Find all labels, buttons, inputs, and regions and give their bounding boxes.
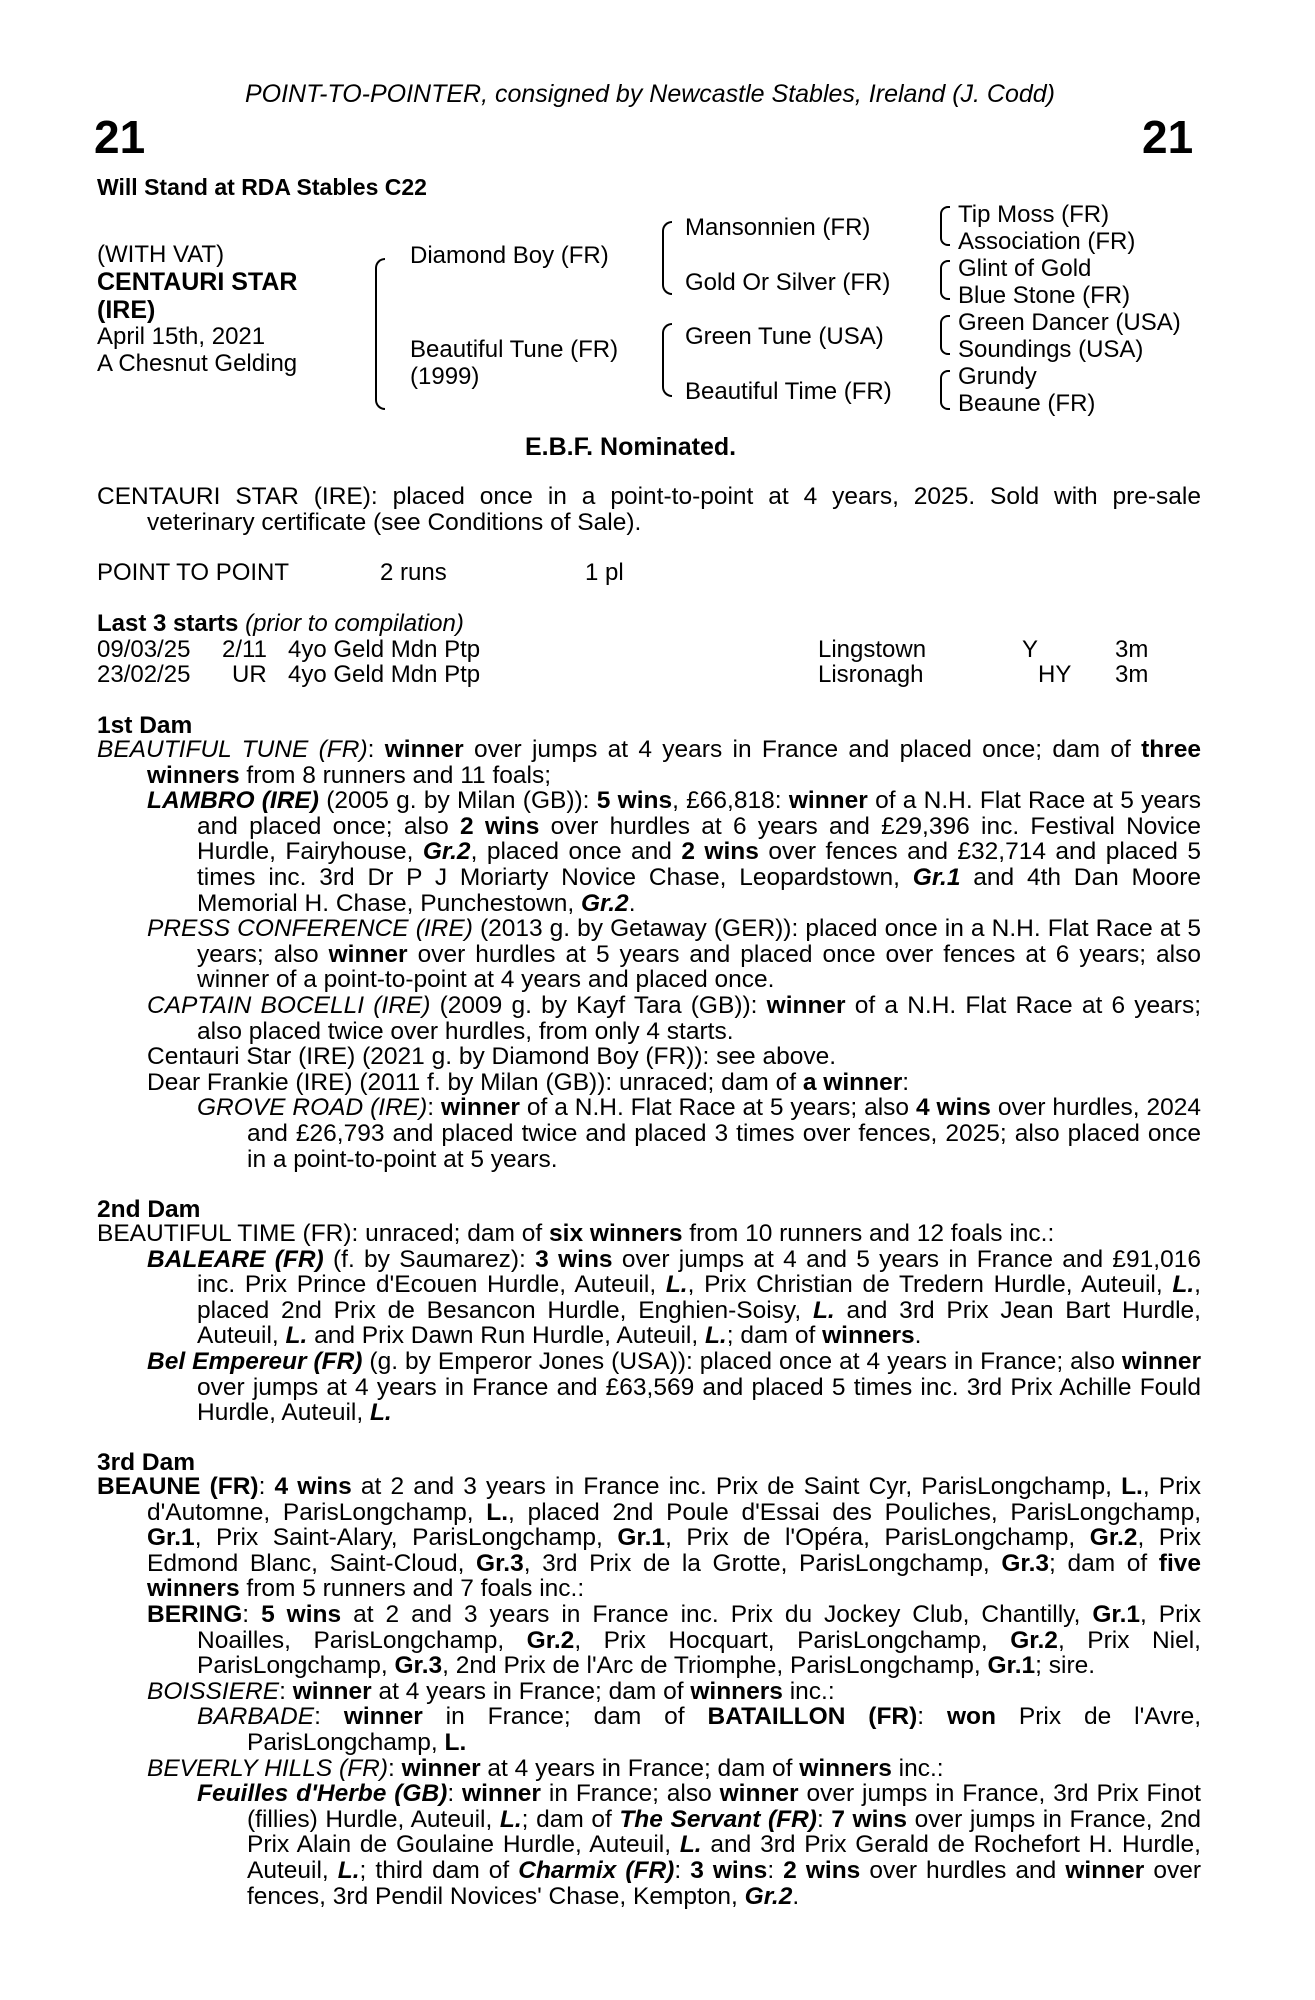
- text-run: .: [914, 1322, 922, 1350]
- text-run: , Prix de l'Opéra, ParisLongchamp,: [665, 1524, 1090, 1552]
- text-run: winner: [328, 940, 408, 968]
- text-run: BEAUTIFUL TIME (FR): unraced; dam of: [97, 1220, 550, 1247]
- pedigree-ss: Mansonnien (FR): [685, 214, 871, 241]
- pedigree-dsd: Soundings (USA): [958, 336, 1144, 363]
- start-row-pos: UR: [232, 661, 267, 688]
- horse-summary: CENTAURI STAR (IRE): placed once in a point-to-point at 4 years, 2025. Sold with pre-sale veterinary certificate (see Conditions of Sale).: [97, 483, 1201, 536]
- brace-gen2-dam: [662, 323, 672, 397]
- dam-name: BEAUNE (FR): [97, 1473, 259, 1500]
- text-run: :: [279, 1677, 293, 1705]
- text-run: :: [902, 1068, 910, 1096]
- text-run: winners: [690, 1677, 783, 1705]
- text-run: Gr.3: [394, 1652, 443, 1680]
- text-run: , Prix Noailles, ParisLongchamp,: [197, 1600, 1201, 1654]
- dam-entry: [97, 1474, 1201, 1602]
- produce-name: LAMBRO (IRE): [147, 787, 319, 815]
- pedigree-sire: Diamond Boy (FR): [410, 242, 609, 269]
- text-run: Gr.2: [526, 1626, 575, 1654]
- text-run: winner: [462, 1780, 541, 1808]
- text-run: 3 wins: [535, 1245, 613, 1273]
- pedigree-ddd: Beaune (FR): [958, 390, 1096, 417]
- grand-produce-entry: [97, 1095, 1201, 1172]
- text-run: ; dam of: [521, 1805, 620, 1833]
- pedigree-ds: Green Tune (USA): [685, 323, 884, 350]
- start-row-course: Lingstown: [818, 636, 927, 663]
- text-run: winner: [292, 1677, 372, 1705]
- text-run: ; third dam of: [359, 1856, 519, 1884]
- text-run: Gr.2: [1010, 1626, 1058, 1654]
- produce-name: BEVERLY HILLS (FR): [147, 1754, 389, 1782]
- dam-entry: [97, 737, 1201, 788]
- pedigree-dam-line2: (1999): [410, 363, 480, 390]
- ebf-nominated: E.B.F. Nominated.: [525, 433, 737, 461]
- text-run: six winners: [549, 1220, 683, 1247]
- text-run: Gr.1: [912, 863, 961, 891]
- produce-name: PRESS CONFERENCE (IRE): [147, 915, 473, 943]
- text-run: , 2nd Prix de l'Arc de Triomphe, ParisLongchamp,: [442, 1652, 988, 1680]
- text-run: (g. by Emperor Jones (USA)): placed once at 4 years in France; also: [362, 1347, 1123, 1375]
- brace-gen3-b: [940, 260, 950, 300]
- text-run: from 8 runners and 11 foals;: [239, 761, 551, 789]
- text-run: , Prix d'Automne, ParisLongchamp,: [147, 1473, 1201, 1526]
- start-row-going: HY: [1038, 661, 1072, 688]
- text-run: :: [447, 1780, 463, 1808]
- third-dam-block: [97, 1474, 1201, 1909]
- text-run: :: [917, 1703, 947, 1731]
- text-run: :: [427, 1094, 441, 1122]
- text-run: :: [816, 1805, 832, 1833]
- text-run: and 4th Dan Moore Memorial H. Chase, Punchestown,: [197, 863, 1201, 917]
- grand-produce-entry: [97, 1781, 1201, 1909]
- text-run: winner: [1122, 1347, 1202, 1375]
- produce-entry: [97, 1070, 1201, 1096]
- text-run: L.: [704, 1322, 727, 1350]
- pedigree-sdd: Blue Stone (FR): [958, 282, 1131, 309]
- text-run: over hurdles at 5 years and placed once over fences at 6 years; also winner of a point-to-point at 4 years and placed once.: [197, 940, 1202, 994]
- text-run: , Prix Edmond Blanc, Saint-Cloud,: [147, 1524, 1202, 1577]
- text-run: , Prix Niel, ParisLongchamp,: [197, 1626, 1201, 1680]
- produce-name: GROVE ROAD (IRE): [197, 1094, 428, 1122]
- text-run: Charmix (FR): [518, 1856, 675, 1884]
- produce-entry: [97, 1756, 1201, 1782]
- grand-produce-entry: [97, 1704, 1201, 1755]
- text-run: over hurdles and: [860, 1856, 1066, 1884]
- brace-gen3-a: [940, 206, 950, 246]
- pedigree-dam-line1: Beautiful Tune (FR): [410, 336, 619, 363]
- section-1st-dam: 1st Dam: [97, 712, 193, 739]
- text-run: Gr.2: [1089, 1524, 1138, 1552]
- text-run: and 3rd Prix Jean Bart Hurdle, Auteuil,: [197, 1296, 1201, 1350]
- produce-entry: [97, 788, 1201, 916]
- text-run: over hurdles, 2024 and £26,793 and placed twice and placed 3 times over fences, 2025; also placed once in a point-to-point at 5 years.: [247, 1094, 1202, 1173]
- text-run: , placed 2nd Prix de Besancon Hurdle, Enghien-Soisy,: [197, 1271, 1201, 1324]
- text-run: Gr.1: [987, 1652, 1036, 1680]
- text-run: won: [947, 1703, 996, 1731]
- pedigree-ssd: Association (FR): [958, 228, 1136, 255]
- produce-entry: [97, 1247, 1201, 1349]
- text-run: L.: [369, 1399, 392, 1427]
- text-run: (f. by Saumarez):: [323, 1245, 536, 1273]
- text-run: winners: [822, 1322, 915, 1350]
- text-run: L.: [679, 1831, 702, 1859]
- text-run: of a N.H. Flat Race at 6 years; also placed twice over hurdles, from only 4 starts.: [197, 991, 1202, 1045]
- produce-name: BARBADE: [197, 1703, 315, 1731]
- text-run: winner: [1065, 1856, 1145, 1884]
- text-run: , Prix Christian de Tredern Hurdle, Auteuil,: [687, 1271, 1173, 1299]
- text-run: , 3rd Prix de la Grotte, ParisLongchamp,: [523, 1549, 1002, 1577]
- text-run: :: [258, 1473, 275, 1500]
- produce-entry: [97, 1602, 1201, 1679]
- vat-note: (WITH VAT): [97, 241, 225, 268]
- text-run: over jumps in France, 3rd Prix Finot (fillies) Hurdle, Auteuil,: [247, 1780, 1201, 1833]
- lot-number-right: 21: [1142, 111, 1194, 163]
- text-run: L.: [285, 1322, 308, 1350]
- start-row-going: Y: [1022, 636, 1039, 663]
- pedigree-sds: Glint of Gold: [958, 255, 1092, 282]
- produce-name: BERING: [147, 1600, 243, 1628]
- text-run: The Servant (FR): [619, 1805, 817, 1833]
- text-run: L.: [486, 1498, 509, 1526]
- produce-entry: [97, 916, 1201, 993]
- text-run: 5 wins: [596, 787, 673, 815]
- text-run: 2 wins: [783, 1856, 861, 1884]
- lot-number-left: 21: [94, 111, 146, 163]
- text-run: ; sire.: [1035, 1652, 1096, 1680]
- text-run: winner: [719, 1780, 799, 1808]
- text-run: 2 wins: [681, 838, 759, 866]
- text-run: winner: [788, 787, 868, 815]
- pedigree-sd: Gold Or Silver (FR): [685, 269, 891, 296]
- start-row-race: 4yo Geld Mdn Ptp: [288, 636, 481, 663]
- text-run: Gr.3: [476, 1549, 524, 1577]
- text-run: winner: [401, 1754, 481, 1782]
- text-run: L.: [337, 1856, 360, 1884]
- text-run: winner: [343, 1703, 423, 1731]
- text-run: 5 wins: [261, 1600, 342, 1628]
- text-run: Gr.1: [147, 1524, 195, 1552]
- start-row-race: 4yo Geld Mdn Ptp: [288, 661, 481, 688]
- text-run: ; dam of: [1049, 1549, 1159, 1577]
- horse-name-line2: (IRE): [97, 296, 156, 324]
- text-run: Gr.1: [1092, 1600, 1141, 1628]
- brace-gen3-c: [940, 315, 950, 355]
- text-run: Centauri Star (IRE) (2021 g. by Diamond Boy (FR)): see above.: [147, 1043, 837, 1071]
- dam-entry: [97, 1221, 1201, 1247]
- text-run: .: [628, 889, 636, 917]
- text-run: and Prix Dawn Run Hurdle, Auteuil,: [307, 1322, 705, 1350]
- last-starts-title: Last 3 starts: [97, 610, 239, 637]
- text-run: of a N.H. Flat Race at 5 years and placed once; also: [197, 787, 1201, 840]
- text-run: three winners: [147, 736, 1201, 789]
- foaling-date: April 15th, 2021: [97, 323, 266, 350]
- text-run: :: [367, 736, 385, 763]
- text-run: inc.:: [782, 1677, 835, 1705]
- text-run: 4 wins: [915, 1094, 991, 1122]
- text-run: five winners: [147, 1549, 1202, 1603]
- produce-name: CAPTAIN BOCELLI (IRE): [147, 991, 431, 1019]
- dam-name: BEAUTIFUL TUNE (FR): [97, 736, 368, 763]
- text-run: (2009 g. by Kayf Tara (GB)):: [430, 991, 767, 1019]
- section-3rd-dam: 3rd Dam: [97, 1449, 196, 1476]
- text-run: over jumps in France, 2nd Prix Alain de Goulaine Hurdle, Auteuil,: [247, 1805, 1201, 1859]
- text-run: Prix de l'Avre, ParisLongchamp,: [247, 1703, 1201, 1756]
- text-run: over fences, 3rd Pendil Novices' Chase, Kempton,: [247, 1856, 1202, 1910]
- text-run: at 4 years in France; dam of: [480, 1754, 800, 1782]
- text-run: , £66,818:: [672, 787, 789, 815]
- text-run: L.: [1121, 1473, 1143, 1500]
- text-run: L.: [1172, 1271, 1195, 1299]
- start-row-course: Lisronagh: [818, 661, 924, 688]
- text-run: .: [792, 1882, 800, 1910]
- text-run: :: [388, 1754, 402, 1782]
- text-run: ; dam of: [726, 1322, 823, 1350]
- text-run: 7 wins: [831, 1805, 908, 1833]
- text-run: over fences and £32,714 and placed 5 times inc. 3rd Dr P J Moriarty Novice Chase, Leopardstown,: [197, 838, 1201, 891]
- text-run: Dear Frankie (IRE) (2011 f. by Milan (GB)): unraced; dam of: [147, 1068, 803, 1096]
- first-dam-block: [97, 737, 1201, 1172]
- text-run: in France; dam of: [422, 1703, 708, 1731]
- brace-gen3-d: [940, 370, 950, 410]
- text-run: winner: [766, 991, 846, 1019]
- start-row-pos: 2/11: [222, 636, 267, 663]
- text-run: , Prix Saint-Alary, ParisLongchamp,: [194, 1524, 618, 1552]
- text-run: at 4 years in France; dam of: [371, 1677, 691, 1705]
- text-run: Gr.2: [422, 838, 471, 866]
- text-run: (2013 g. by Getaway (GER)): placed once in a N.H. Flat Race at 5 years; also: [197, 915, 1202, 968]
- text-run: winner: [384, 736, 464, 763]
- start-row-date: 23/02/25: [97, 661, 191, 688]
- text-run: 3 wins: [690, 1856, 768, 1884]
- text-run: of a N.H. Flat Race at 5 years; also: [519, 1094, 916, 1122]
- text-run: Gr.3: [1001, 1549, 1050, 1577]
- text-run: , placed 2nd Poule d'Essai des Pouliches, ParisLongchamp,: [508, 1498, 1201, 1526]
- text-run: 2 wins: [460, 812, 540, 840]
- produce-name: Bel Empereur (FR): [147, 1347, 363, 1375]
- produce-name: BALEARE (FR): [147, 1245, 324, 1273]
- brace-gen2-sire: [662, 221, 672, 295]
- text-run: in France; also: [540, 1780, 720, 1808]
- text-run: (2005 g. by Milan (GB)):: [318, 787, 597, 815]
- text-run: at 2 and 3 years in France inc. Prix de Saint Cyr, ParisLongchamp,: [351, 1473, 1122, 1500]
- text-run: :: [767, 1856, 784, 1884]
- text-run: a winner: [802, 1068, 903, 1096]
- produce-entry: [97, 1349, 1201, 1426]
- text-run: winners: [799, 1754, 892, 1782]
- text-run: Gr.2: [581, 889, 629, 917]
- ptp-placings: 1 pl: [585, 559, 624, 586]
- pedigree-sss: Tip Moss (FR): [958, 201, 1110, 228]
- ptp-label: POINT TO POINT: [97, 559, 290, 586]
- text-run: :: [674, 1856, 691, 1884]
- text-run: over jumps at 4 years in France and £63,569 and placed 5 times inc. 3rd Prix Achille Fould Hurdle, Auteuil,: [197, 1373, 1201, 1427]
- text-run: at 2 and 3 years in France inc. Prix du Jockey Club, Chantilly,: [341, 1600, 1093, 1628]
- text-run: BATAILLON (FR): [707, 1703, 918, 1731]
- text-run: L.: [444, 1728, 467, 1756]
- pedigree-dd: Beautiful Time (FR): [685, 378, 892, 405]
- text-run: from 10 runners and 12 foals inc.:: [682, 1220, 1055, 1247]
- text-run: Gr.1: [617, 1524, 666, 1552]
- text-run: inc.:: [891, 1754, 944, 1782]
- text-run: :: [314, 1703, 344, 1731]
- section-2nd-dam: 2nd Dam: [97, 1196, 201, 1223]
- text-run: Gr.2: [744, 1882, 793, 1910]
- start-row-dist: 3m: [1115, 661, 1149, 688]
- text-run: and 3rd Prix Gerald de Rochefort H. Hurdle, Auteuil,: [247, 1831, 1201, 1884]
- stand-location: Will Stand at RDA Stables C22: [97, 174, 427, 200]
- last-starts-header: [97, 610, 464, 638]
- start-row-dist: 3m: [1115, 636, 1149, 663]
- text-run: , Prix Hocquart, ParisLongchamp,: [574, 1626, 1011, 1654]
- text-run: :: [242, 1600, 262, 1628]
- produce-entry: [97, 1044, 1201, 1070]
- text-run: L.: [499, 1805, 522, 1833]
- produce-entry: [97, 993, 1201, 1044]
- ptp-runs: 2 runs: [380, 559, 447, 586]
- pedigree-dss: Green Dancer (USA): [958, 309, 1181, 336]
- text-run: over jumps at 4 years in France and placed once; dam of: [463, 736, 1142, 763]
- text-run: L.: [812, 1296, 835, 1324]
- text-run: over jumps at 4 and 5 years in France and £91,016 inc. Prix Prince d'Ecouen Hurdle, Auteuil,: [197, 1245, 1201, 1299]
- produce-name: BOISSIERE: [147, 1677, 280, 1705]
- lot-heading: POINT-TO-POINTER, consigned by Newcastle Stables, Ireland (J. Codd): [244, 80, 1056, 108]
- text-run: winner: [441, 1094, 520, 1122]
- last-starts-note: (prior to compilation): [245, 610, 464, 637]
- second-dam-block: [97, 1221, 1201, 1426]
- text-run: L.: [665, 1271, 688, 1299]
- text-run: over hurdles at 6 years and £29,396 inc. Festival Novice Hurdle, Fairyhouse,: [197, 812, 1201, 866]
- horse-description: A Chesnut Gelding: [97, 350, 298, 377]
- text-run: 4 wins: [274, 1473, 352, 1500]
- horse-name-line1: CENTAURI STAR: [97, 268, 298, 296]
- text-run: from 5 runners and 7 foals inc.:: [239, 1575, 585, 1603]
- brace-gen1: [375, 258, 385, 410]
- start-row-date: 09/03/25: [97, 636, 191, 663]
- pedigree-dds: Grundy: [958, 363, 1037, 390]
- produce-entry: [97, 1679, 1201, 1705]
- text-run: , placed once and: [470, 838, 682, 866]
- produce-name: Feuilles d'Herbe (GB): [197, 1780, 448, 1808]
